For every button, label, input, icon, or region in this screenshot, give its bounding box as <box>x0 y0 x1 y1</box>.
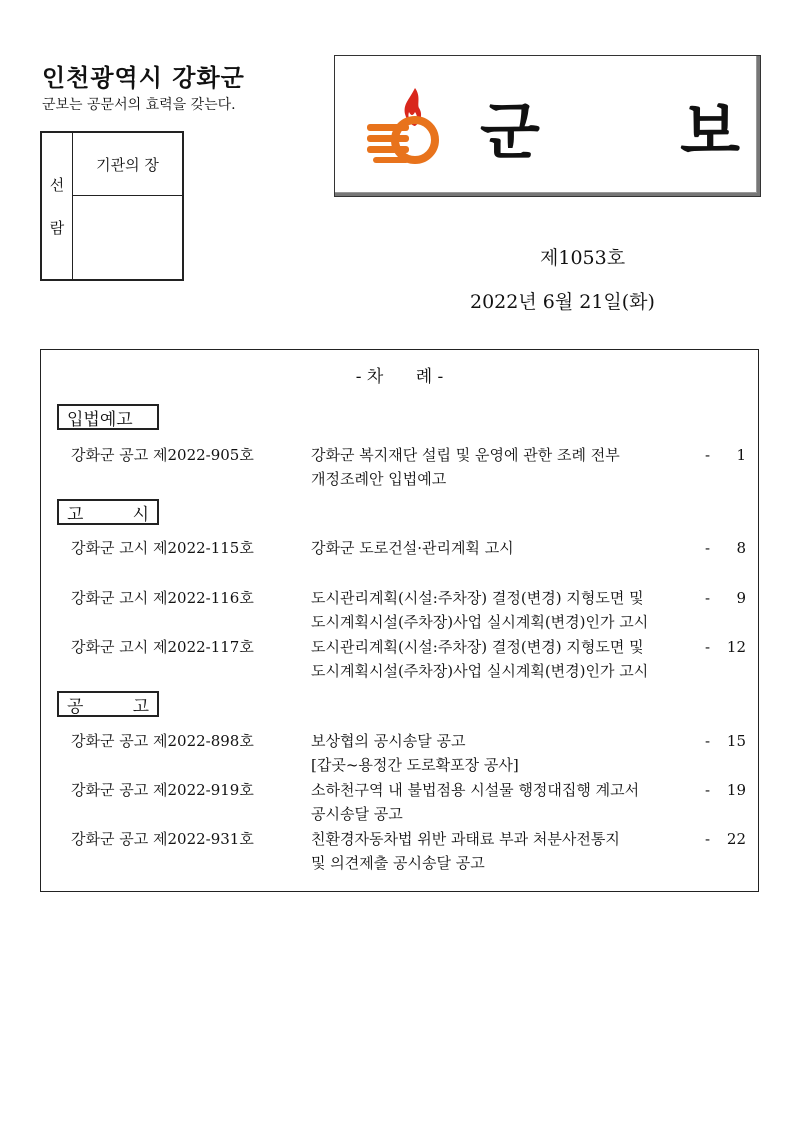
review-side-char: 람 <box>49 219 65 237</box>
entry-page: 19 <box>726 781 746 799</box>
entry-title: 소하천구역 내 불법점용 시설물 행정대집행 계고서 공시송달 공고 <box>311 781 640 823</box>
entry-dash: - <box>705 539 711 557</box>
entry-dash: - <box>705 830 711 848</box>
entry-title: 강화군 복지재단 설립 및 운영에 관한 조례 전부 개정조례안 입법예고 <box>311 446 620 488</box>
entry-page: 8 <box>736 539 746 557</box>
section-label-announcement <box>57 691 159 717</box>
entry-ref: 강화군 공고 제2022-919호 <box>71 781 254 799</box>
entry-page: 1 <box>736 446 746 464</box>
entry-dash: - <box>705 781 711 799</box>
section-label-text: 공 <box>67 696 84 717</box>
section-label-text: 고 <box>67 504 84 525</box>
entry-ref: 강화군 공고 제2022-931호 <box>71 830 254 848</box>
review-box <box>40 131 184 281</box>
entry-title: 도시관리계획(시설:주차장) 결정(변경) 지형도면 및 도시계획시설(주차장)사업 실시계획(변경)인가 고시 <box>311 638 649 680</box>
entry-dash: - <box>705 589 711 607</box>
section-label-text: 시 <box>132 504 149 525</box>
entry-page: 15 <box>726 732 746 750</box>
title-banner <box>334 55 761 197</box>
entry-dash: - <box>705 446 711 464</box>
section-label-notice <box>57 499 159 525</box>
entry-title: 도시관리계획(시설:주차장) 결정(변경) 지형도면 및 도시계획시설(주차장)사업 실시계획(변경)인가 고시 <box>311 589 649 631</box>
entry-page: 22 <box>726 830 746 848</box>
issue-date: 2022년 6월 21일(화) <box>470 291 655 313</box>
entry-dash: - <box>705 638 711 656</box>
banner-char: 보 <box>680 94 740 168</box>
section-label-legislation <box>57 404 159 430</box>
county-logo-icon <box>363 82 449 172</box>
entry-title: 보상협의 공시송달 공고 [갑곳~용정간 도로확포장 공사] <box>311 732 519 774</box>
review-side-label <box>42 133 73 279</box>
entry-ref: 강화군 고시 제2022-116호 <box>71 589 254 607</box>
issue-number: 제1053호 <box>540 247 626 269</box>
table-of-contents <box>40 349 759 892</box>
entry-page: 9 <box>736 589 746 607</box>
review-head-label: 기관의 장 <box>73 133 182 196</box>
entry-ref: 강화군 고시 제2022-115호 <box>71 539 254 557</box>
section-label-text: 고 <box>132 696 149 717</box>
entry-title: 친환경자동차법 위반 과태료 부과 처분사전통지 및 의견제출 공시송달 공고 <box>311 830 620 872</box>
org-name: 인천광역시 강화군 <box>42 64 245 92</box>
entry-ref: 강화군 고시 제2022-117호 <box>71 638 254 656</box>
entry-ref: 강화군 공고 제2022-905호 <box>71 446 254 464</box>
review-side-char: 선 <box>49 176 65 194</box>
org-note: 군보는 공문서의 효력을 갖는다. <box>42 97 236 113</box>
entry-dash: - <box>705 732 711 750</box>
section-label-text: 입법예고 <box>67 409 133 430</box>
entry-ref: 강화군 공고 제2022-898호 <box>71 732 254 750</box>
entry-title: 강화군 도로건설·관리계획 고시 <box>311 539 514 557</box>
entry-page: 12 <box>726 638 746 656</box>
toc-title: - 차 례 - <box>355 367 444 387</box>
banner-char: 군 <box>480 94 540 168</box>
